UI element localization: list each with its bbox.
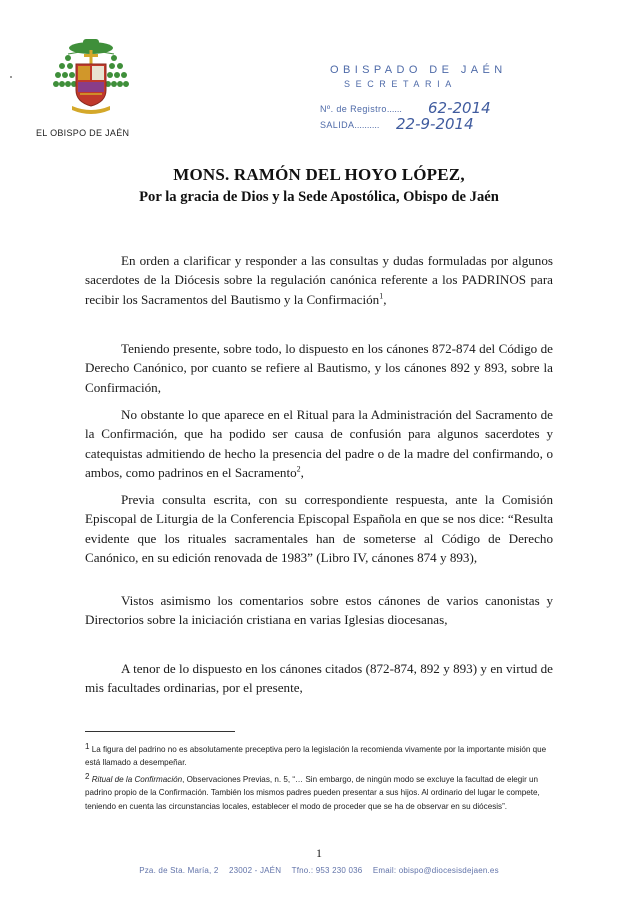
address-city: 23002 - JAÉN bbox=[228, 866, 282, 875]
stamp-subtitle: SECRETARIA bbox=[344, 79, 457, 89]
footnote-ref-2[interactable]: 2 bbox=[296, 464, 301, 474]
footnotes bbox=[85, 740, 555, 813]
address-email[interactable]: Email: obispo@diocesisdejaen.es bbox=[372, 866, 499, 875]
coat-of-arms-icon bbox=[50, 36, 132, 120]
paragraph-1: En orden a clarificar y responder a las consultas y dudas formuladas por algunos sacerdotes de la Diócesis sobre la regulación canónica referente a los PADRINOS para recibir los Sacramentos del Bautismo y la Confirmación$^1$, bbox=[85, 253, 553, 307]
address-street: Pza. de Sta. María, 2 bbox=[139, 866, 219, 875]
stamp-salida-label: SALIDA bbox=[320, 120, 355, 130]
stamp-salida-handwritten: 22-9-2014 bbox=[396, 115, 474, 133]
stamp-salida-row: SALIDA.......... bbox=[320, 120, 380, 130]
footnote-2: 2 Ritual de la Confirmación, Observaciones Previas, n. 5, “… Sin embargo, de ningún modo se excluye la facultad de elegir un padrino propio de la Confirmación. También los mismos padres pueden presentar a sus hijos. Al ordinario del lugar le compete, teniendo en cuenta las circunstancias locales, establecer el modo de proceder que se ha de observar en su diócesis”. bbox=[85, 771, 540, 811]
scan-speck bbox=[10, 76, 12, 78]
footnote-ref-1[interactable]: 1 bbox=[379, 291, 384, 301]
footer-address bbox=[0, 866, 638, 875]
registry-stamp bbox=[300, 64, 540, 144]
paragraph-6: A tenor de lo dispuesto en los cánones citados (872-874, 892 y 893) y en virtud de mis facultades ordinarias, por el presente, bbox=[85, 661, 553, 696]
address-phone: Tfno.: 953 230 036 bbox=[291, 866, 363, 875]
paragraph-2: Teniendo presente, sobre todo, lo dispuesto en los cánones 872-874 del Código de Derecho Canónico, por cuanto se refiere al Bautismo, y los cánones 892 y 893, sobre la Confirmación, bbox=[85, 341, 553, 395]
stamp-title: OBISPADO DE JAÉN bbox=[330, 64, 507, 76]
footnote-divider bbox=[85, 731, 235, 732]
stamp-registro-handwritten: 62-2014 bbox=[428, 99, 491, 117]
stamp-registro-row: Nº. de Registro...... bbox=[320, 104, 402, 114]
page-number: 1 bbox=[316, 846, 322, 860]
bishop-label: EL OBISPO DE JAÉN bbox=[36, 128, 130, 138]
paragraph-4: Previa consulta escrita, con su correspondiente respuesta, ante la Comisión Episcopal de Liturgia de la Conferencia Episcopal Española en que se nos dice: “Resulta evidente que los rituales sacramentales han de someterse al Código de Derecho Canónico, en su edición renovada de 1983” (Libro IV, cánones 874 y 893), bbox=[85, 492, 553, 566]
footnote-1: 1 La figura del padrino no es absolutamente preceptiva pero la legislación la recomienda vivamente por la importante misión que está llamado a desempeñar. bbox=[85, 742, 547, 768]
paragraph-3: No obstante lo que aparece en el Ritual para la Administración del Sacramento de la Confirmación, que ha podido ser causa de confusión para algunos sacerdotes y catequistas admitiendo de hecho la presencia del padre o de la madre del confirmando, o ambos, como padrinos en el Sacramento$^2$, bbox=[85, 407, 553, 481]
bishop-name-title: MONS. RAMÓN DEL HOYO LÓPEZ, bbox=[173, 165, 465, 184]
stamp-registro-label: Nº. de Registro bbox=[320, 104, 387, 114]
bishop-subtitle: Por la gracia de Dios y la Sede Apostólica, Obispo de Jaén bbox=[139, 189, 499, 205]
paragraph-5: Vistos asimismo los comentarios sobre estos cánones de varios canonistas y Directorios sobre la iniciación cristiana en varias Iglesias diocesanas, bbox=[85, 593, 553, 628]
